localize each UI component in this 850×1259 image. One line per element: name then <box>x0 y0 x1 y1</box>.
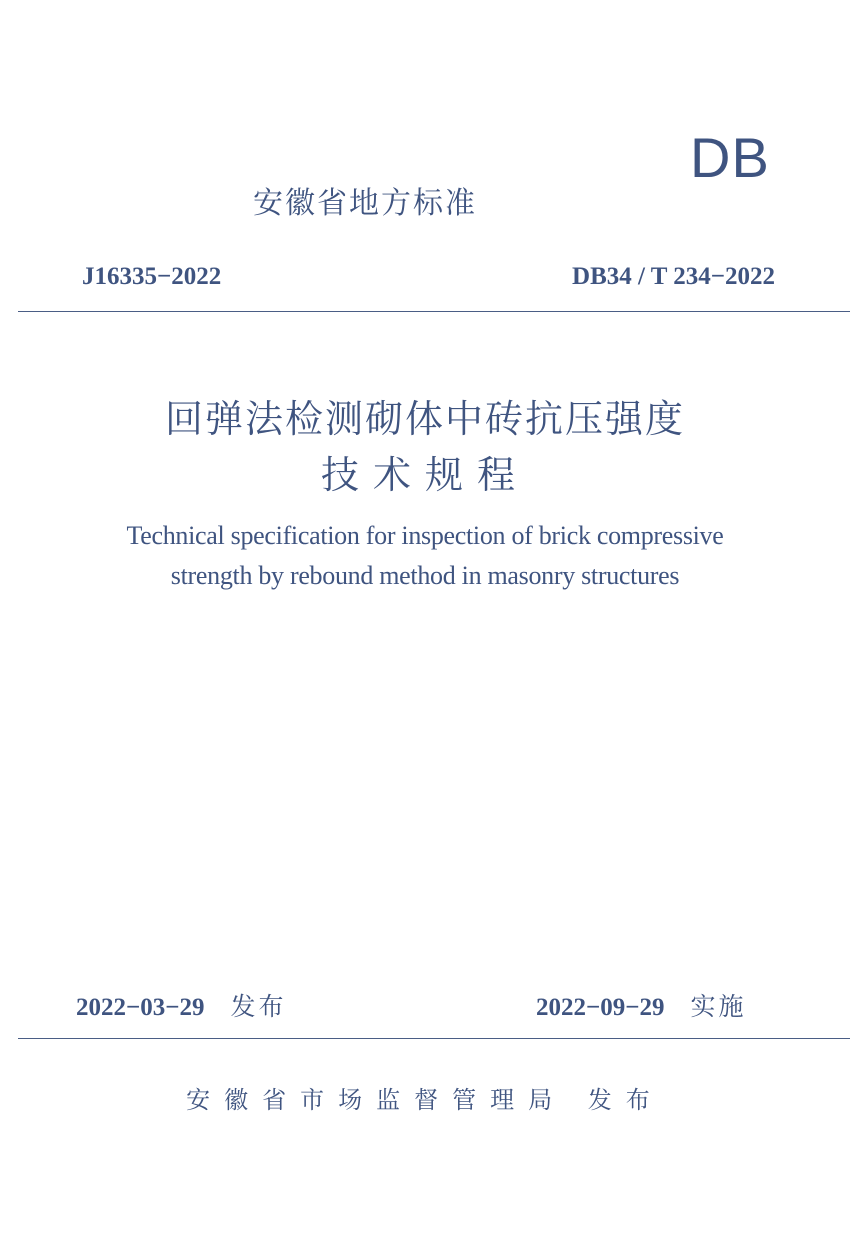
record-number: J16335−2022 <box>82 263 222 290</box>
title-english-line1: Technical specification for inspection of brick compressive <box>126 521 724 550</box>
title-english-line2: strength by rebound method in masonry structures <box>170 561 680 590</box>
bottom-divider <box>18 1038 850 1039</box>
issue-date: 2022−03−29 <box>76 994 205 1021</box>
implementation-label: 实施 <box>690 992 747 1021</box>
title-chinese-line1: 回弹法检测砌体中砖抗压强度 <box>164 397 685 441</box>
issue-date-row <box>76 990 287 1025</box>
standard-code: DB34 / T 234−2022 <box>572 263 775 290</box>
issue-label: 发布 <box>230 992 287 1021</box>
top-divider <box>18 311 850 312</box>
publisher: 安徽省市场监督管理局 发布 <box>186 1086 664 1114</box>
db-logo: DB <box>690 126 770 189</box>
implementation-date-row <box>536 990 747 1025</box>
standard-type: 安徽省地方标准 <box>253 186 477 221</box>
title-chinese-line2: 技术规程 <box>320 453 529 497</box>
implementation-date: 2022−09−29 <box>536 994 665 1021</box>
